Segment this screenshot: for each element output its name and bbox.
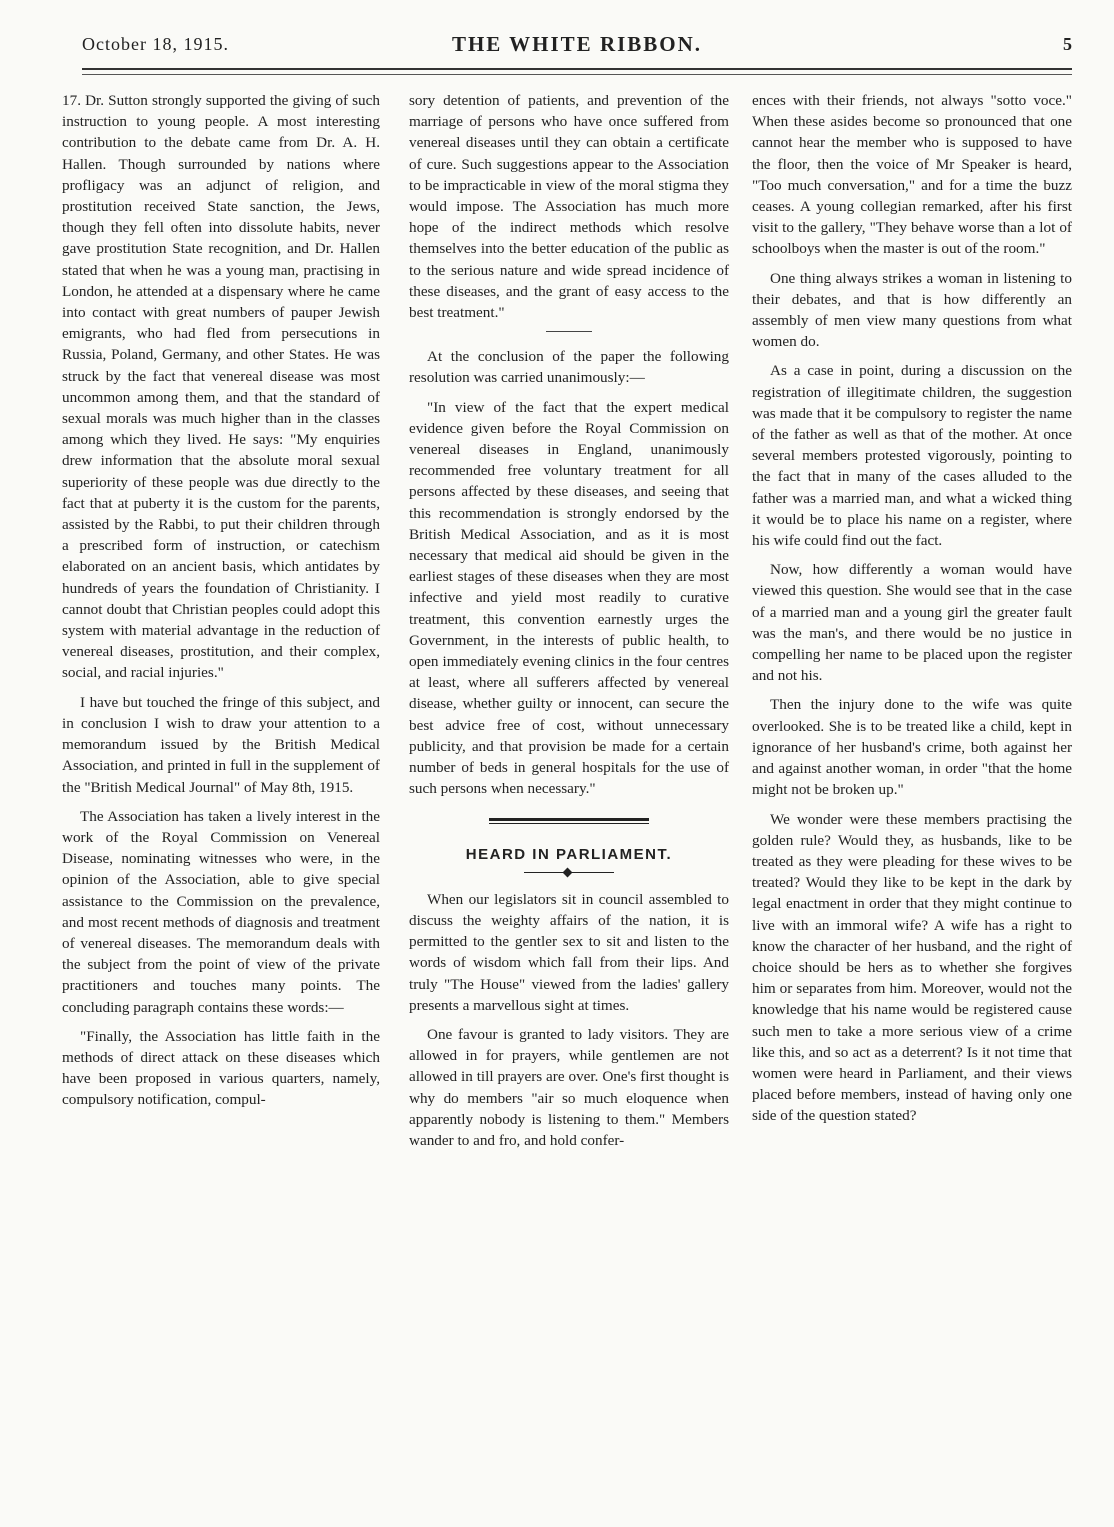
- paragraph: One thing always strikes a woman in listening to their debates, and that is how differently an assembly of men view many questions from what women do.: [752, 269, 1072, 351]
- heading-double-rule: [489, 818, 649, 824]
- resolution-paragraph: "In view of the fact that the expert medical evidence given before the Royal Commission on venereal diseases in England, unanimously recommended free voluntary treatment for all persons affected by these diseases, and seeing that this recommendation is strongly endorsed by the British Medical Association, and as it is most necessary that medical aid should be given in the earliest stages of these diseases when they are most infective and yield most readily to curative treatment, this convention earnestly urges the Government, in the interests of public health, to open immediately evening clinics in the four centres at least, where all sufferers affected by venereal disease, whether guilty or innocent, can secure the best advice free of cost, without unnecessary publicity, and that provision be made for a certain number of beds in general hospitals for the use of such persons when necessary.": [409, 398, 729, 798]
- issue-date: October 18, 1915.: [82, 34, 229, 54]
- column-2: [409, 90, 729, 1159]
- paragraph: When our legislators sit in council assembled to discuss the weighty affairs of the nation, it is permitted to the gentler sex to sit and listen to the words of wisdom which fall from their lips. And truly "The House" viewed from the ladies' gallery presents a marvellous sight at times.: [409, 890, 729, 1014]
- paragraph: One favour is granted to lady visitors. They are allowed in for prayers, while gentlemen are not allowed in till prayers are over. One's first thought is why do members "air so much eloquence when apparently nobody is listening to them." Members wander to and fro, and hold confer-: [409, 1025, 729, 1149]
- paragraph: ences with their friends, not always "sotto voce." When these asides become so pronounced that one cannot hear the member who is supposed to have the floor, then the voice of Mr Speaker is heard, "Too much conversation," and for a time the buzz ceases. A young collegian remarked, after his first visit to the gallery, "They behave worse than a lot of schoolboys when the master is out of the room.": [752, 92, 1072, 258]
- paragraph: We wonder were these members practising the golden rule? Would they, as husbands, like to be treated as they were pleading for these wives to be treated? Would they like to be kept in the dark by legal enactment in order that they might continue to live with an immoral wife? A wife has a right to know the character of her husband, and the right of choice should be hers as to whether she forgives him or separates from him. Moreover, would not the knowledge that his name would be registered cause such men to take a more serious view of a crime like this, and so act as a deterrent? Is it not time that women were heard in Parliament, and their views placed before members, instead of having only one side of the question stated?: [752, 810, 1072, 1125]
- section-separator: [546, 331, 592, 332]
- page-number: 5: [1063, 34, 1072, 54]
- ornament-divider: [524, 869, 614, 877]
- section-heading: HEARD IN PARLIAMENT.: [465, 845, 673, 863]
- paragraph: I have but touched the fringe of this subject, and in conclusion I wish to draw your attention to a memorandum issued by the British Medical Association, and printed in full in the supplement of the "British Medical Journal" of May 8th, 1915.: [62, 693, 380, 796]
- paragraph: Now, how differently a woman would have viewed this question. She would see that in the case of a married man and a young girl the greater fault was the man's, and there would be no justice in compelling her name to be placed upon the register and not his.: [752, 561, 1072, 685]
- paragraph: As a case in point, during a discussion on the registration of illegitimate children, the suggestion was made that it be compulsory to register the name of the father as well as that of the mother. At once several members protested vigorously, pointing to the fact that in many of the cases alluded to the father was a married man, and what a wicked thing it would be to place his name on a register, where his wife could find out the fact.: [752, 362, 1072, 550]
- header-rule-thin: [82, 74, 1072, 75]
- paragraph: 17. Dr. Sutton strongly supported the giving of such instruction to young people. A most interesting contribution to the debate came from Dr. A. H. Hallen. Though surrounded by nations where profligacy was an adjunct of religion, and prostitution received State sanction, the Jews, though they fell often into dissolute habits, never gave prostitution State recognition, and Dr. Hallen stated that when he was a young man, practising in London, he attended at a dispensary where he came into contact with great numbers of pauper Jewish emigrants, who had fled from persecutions in Russia, Poland, Germany, and other States. He was struck by the fact that venereal disease was most uncommon among them, and that the standard of sexual morals was much higher than in the classes among which they lived. He says: "My enquiries drew information that the absolute moral sexual superiority of these people was due directly to the fact that at puberty it is the custom for the parents, assisted by the Rabbi, to put their children through a prescribed form of instruction, or catechism elaborated on an ancient basis, which antidates by hundreds of years the foundation of Christianity. I cannot doubt that Christian peoples could adopt this system with material advantage in the reduction of venereal diseases, prostitution, and their complex, social, and racial injuries.": [62, 92, 380, 682]
- column-1: [62, 90, 380, 1119]
- masthead-title: THE WHITE RIBBON.: [451, 32, 703, 56]
- paragraph: "Finally, the Association has little faith in the methods of direct attack on these diseases which have been proposed in various quarters, namely, compulsory notification, compul-: [62, 1027, 380, 1109]
- paragraph: sory detention of patients, and prevention of the marriage of persons who have once suffered from venereal diseases until they can obtain a certificate of cure. Such suggestions appear to the Association to be impracticable in view of the moral stigma they would impose. The Association has much more hope of the indirect methods which resolve themselves into the better education of the public as to the serious nature and wide spread incidence of these diseases, and the grant of easy access to the best treatment.": [409, 92, 729, 322]
- column-3: [752, 90, 1072, 1135]
- page-header: [82, 34, 1072, 64]
- paragraph: At the conclusion of the paper the following resolution was carried unanimously:—: [409, 348, 729, 387]
- header-rule: [82, 68, 1072, 70]
- paragraph: Then the injury done to the wife was quite overlooked. She is to be treated like a child, kept in ignorance of her husband's crime, both against her and against another woman, in order "that the home might not be broken up.": [752, 696, 1072, 799]
- paragraph: The Association has taken a lively interest in the work of the Royal Commission on Venereal Disease, nominating witnesses who were, in the opinion of the Association, able to give special assistance to the Commission on the prevalence, and most recent methods of diagnosis and treatment of venereal diseases. The memorandum deals with the subject from the point of view of the private practitioners and touches many points. The concluding paragraph contains these words:—: [62, 807, 380, 1016]
